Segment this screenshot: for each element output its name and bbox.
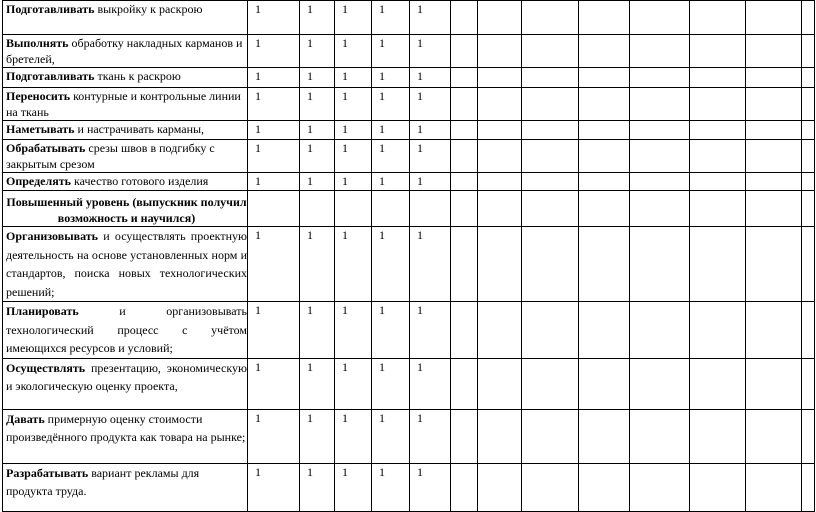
score-cell: 1: [300, 35, 335, 68]
empty-cell: [579, 140, 630, 173]
score-cell: 1: [410, 409, 451, 463]
empty-cell: [478, 227, 522, 302]
table-row: [3, 121, 815, 140]
skill-text: презентацию, экономическую и экологическую оценку проекта,: [6, 360, 247, 393]
empty-cell: [478, 68, 522, 88]
empty-cell: [410, 191, 451, 227]
empty-cell: [630, 302, 690, 359]
empty-cell: [690, 227, 746, 302]
empty-cell: [802, 409, 815, 463]
skill-description: [3, 358, 248, 409]
table-row: [3, 68, 815, 88]
score-cell: 1: [248, 409, 300, 463]
empty-cell: [690, 358, 746, 409]
empty-cell: [451, 68, 478, 88]
score-cell: 1: [300, 68, 335, 88]
score-cell: 1: [335, 358, 372, 409]
skill-verb: Переносить: [6, 89, 71, 103]
skill-description: [3, 68, 248, 88]
empty-cell: [802, 68, 815, 88]
empty-cell: [802, 227, 815, 302]
skill-description: [3, 227, 248, 302]
score-cell: 1: [335, 409, 372, 463]
empty-cell: [630, 88, 690, 121]
skill-verb: Выполнять: [6, 36, 69, 50]
empty-cell: [630, 227, 690, 302]
skill-text: срезы швов в подгибку с закрытым срезом: [6, 141, 215, 171]
score-cell: 1: [410, 121, 451, 140]
empty-cell: [746, 1, 802, 35]
empty-cell: [579, 358, 630, 409]
score-cell: 1: [248, 88, 300, 121]
skill-verb: Организовывать: [6, 229, 98, 243]
table-row: [3, 35, 815, 68]
empty-cell: [478, 140, 522, 173]
score-cell: 1: [300, 88, 335, 121]
empty-cell: [478, 358, 522, 409]
score-cell: 1: [300, 173, 335, 191]
skill-verb: Определять: [6, 174, 71, 188]
skill-text: и организовывать технологический процесс с учётом имеющихся ресурсов и условий;: [6, 304, 247, 355]
score-cell: 1: [300, 227, 335, 302]
empty-cell: [478, 173, 522, 191]
score-cell: 1: [372, 68, 410, 88]
empty-cell: [746, 68, 802, 88]
skill-text: вариант рекламы для продукта труда.: [6, 465, 200, 498]
score-cell: 1: [372, 227, 410, 302]
empty-cell: [802, 121, 815, 140]
table-row: [3, 409, 815, 463]
empty-cell: [300, 191, 335, 227]
score-cell: 1: [410, 358, 451, 409]
empty-cell: [451, 88, 478, 121]
empty-cell: [522, 140, 579, 173]
skill-verb: Наметывать: [6, 122, 75, 136]
score-cell: 1: [335, 35, 372, 68]
empty-cell: [746, 409, 802, 463]
score-cell: 1: [300, 140, 335, 173]
score-cell: 1: [248, 302, 300, 359]
score-cell: 1: [300, 358, 335, 409]
empty-cell: [690, 191, 746, 227]
score-cell: 1: [335, 88, 372, 121]
empty-cell: [579, 35, 630, 68]
score-cell: 1: [300, 463, 335, 511]
skill-description: [3, 409, 248, 463]
section-header: [3, 191, 248, 227]
skill-description: [3, 140, 248, 173]
score-cell: 1: [410, 173, 451, 191]
skill-verb: Давать: [6, 411, 45, 426]
table-row: [3, 140, 815, 173]
empty-cell: [630, 121, 690, 140]
empty-cell: [802, 1, 815, 35]
empty-cell: [522, 409, 579, 463]
skill-text: и осуществлять проектную деятельность на основе установленных норм и стандартов, поиска новых технологических решений;: [6, 229, 247, 299]
empty-cell: [690, 88, 746, 121]
score-cell: 1: [372, 409, 410, 463]
empty-cell: [690, 302, 746, 359]
empty-cell: [746, 88, 802, 121]
empty-cell: [451, 227, 478, 302]
score-cell: 1: [372, 35, 410, 68]
empty-cell: [746, 302, 802, 359]
empty-cell: [630, 140, 690, 173]
empty-cell: [802, 88, 815, 121]
empty-cell: [630, 358, 690, 409]
empty-cell: [690, 1, 746, 35]
score-cell: 1: [300, 302, 335, 359]
empty-cell: [802, 191, 815, 227]
score-cell: 1: [335, 463, 372, 511]
empty-cell: [522, 463, 579, 511]
empty-cell: [478, 191, 522, 227]
score-cell: 1: [410, 463, 451, 511]
empty-cell: [478, 1, 522, 35]
empty-cell: [802, 358, 815, 409]
score-cell: 1: [248, 121, 300, 140]
score-cell: 1: [335, 140, 372, 173]
empty-cell: [690, 409, 746, 463]
score-cell: 1: [335, 302, 372, 359]
empty-cell: [372, 191, 410, 227]
empty-cell: [579, 1, 630, 35]
score-cell: 1: [410, 35, 451, 68]
empty-cell: [451, 358, 478, 409]
skill-text: обработку накладных карманов и бретелей,: [6, 36, 243, 66]
empty-cell: [746, 121, 802, 140]
section-title: Повышенный уровень: [6, 195, 130, 209]
skill-text: ткань к раскрою: [94, 69, 181, 83]
empty-cell: [522, 68, 579, 88]
empty-cell: [746, 35, 802, 68]
empty-cell: [746, 358, 802, 409]
skill-description: [3, 121, 248, 140]
empty-cell: [451, 121, 478, 140]
skill-verb: Подготавливать: [6, 69, 95, 83]
empty-cell: [451, 191, 478, 227]
empty-cell: [522, 35, 579, 68]
score-cell: 1: [300, 409, 335, 463]
empty-cell: [746, 173, 802, 191]
empty-cell: [451, 35, 478, 68]
score-cell: 1: [300, 1, 335, 35]
empty-cell: [451, 173, 478, 191]
empty-cell: [451, 463, 478, 511]
skill-verb: Разрабатывать: [6, 465, 89, 480]
skill-verb: Планировать: [6, 304, 79, 318]
empty-cell: [478, 35, 522, 68]
empty-cell: [802, 463, 815, 511]
score-cell: 1: [248, 227, 300, 302]
empty-cell: [522, 227, 579, 302]
skills-table: [2, 0, 815, 512]
skill-text: примерную оценку стоимости произведённого продукта как товара на рынке;: [6, 411, 246, 444]
score-cell: 1: [372, 88, 410, 121]
empty-cell: [478, 302, 522, 359]
empty-cell: [746, 191, 802, 227]
score-cell: 1: [372, 302, 410, 359]
empty-cell: [690, 140, 746, 173]
score-cell: 1: [372, 140, 410, 173]
empty-cell: [746, 140, 802, 173]
empty-cell: [522, 358, 579, 409]
score-cell: 1: [410, 88, 451, 121]
empty-cell: [579, 409, 630, 463]
score-cell: 1: [410, 68, 451, 88]
score-cell: 1: [248, 463, 300, 511]
empty-cell: [478, 463, 522, 511]
score-cell: 1: [372, 463, 410, 511]
empty-cell: [522, 173, 579, 191]
score-cell: 1: [410, 1, 451, 35]
table-row: [3, 173, 815, 191]
skill-text: качество готового изделия: [70, 174, 209, 188]
skill-description: [3, 1, 248, 35]
empty-cell: [335, 191, 372, 227]
skill-verb: Обрабатывать: [6, 141, 86, 155]
empty-cell: [630, 1, 690, 35]
skill-verb: Осуществлять: [6, 360, 86, 375]
empty-cell: [746, 463, 802, 511]
section-subtitle: (выпускник получил возможность и научился): [57, 195, 247, 225]
score-cell: 1: [248, 358, 300, 409]
empty-cell: [802, 35, 815, 68]
empty-cell: [690, 68, 746, 88]
empty-cell: [630, 463, 690, 511]
empty-cell: [248, 191, 300, 227]
empty-cell: [451, 409, 478, 463]
skill-description: [3, 302, 248, 359]
empty-cell: [690, 35, 746, 68]
skill-text: и настрачивать карманы,: [74, 122, 205, 136]
table-row: [3, 88, 815, 121]
skill-text: контурные и контрольные линии на ткань: [6, 89, 241, 119]
score-cell: 1: [335, 121, 372, 140]
score-cell: 1: [410, 227, 451, 302]
score-cell: 1: [410, 140, 451, 173]
score-cell: 1: [372, 358, 410, 409]
empty-cell: [522, 121, 579, 140]
score-cell: 1: [248, 68, 300, 88]
table-row: [3, 358, 815, 409]
score-cell: 1: [335, 1, 372, 35]
skill-description: [3, 35, 248, 68]
empty-cell: [451, 1, 478, 35]
empty-cell: [579, 121, 630, 140]
empty-cell: [630, 409, 690, 463]
empty-cell: [478, 409, 522, 463]
score-cell: 1: [410, 302, 451, 359]
empty-cell: [579, 302, 630, 359]
score-cell: 1: [335, 173, 372, 191]
score-cell: 1: [300, 121, 335, 140]
table-row: [3, 302, 815, 359]
score-cell: 1: [372, 173, 410, 191]
empty-cell: [630, 191, 690, 227]
empty-cell: [579, 191, 630, 227]
empty-cell: [478, 121, 522, 140]
empty-cell: [746, 227, 802, 302]
score-cell: 1: [335, 227, 372, 302]
empty-cell: [579, 88, 630, 121]
skill-description: [3, 173, 248, 191]
score-cell: 1: [372, 121, 410, 140]
skill-verb: Подготавливать: [6, 2, 95, 16]
empty-cell: [802, 140, 815, 173]
score-cell: 1: [248, 140, 300, 173]
empty-cell: [690, 121, 746, 140]
skill-description: [3, 88, 248, 121]
empty-cell: [579, 68, 630, 88]
section-header-row: [3, 191, 815, 227]
skill-text: выкройку к раскрою: [94, 2, 203, 16]
table-row: [3, 227, 815, 302]
score-cell: 1: [372, 1, 410, 35]
empty-cell: [579, 463, 630, 511]
empty-cell: [630, 35, 690, 68]
empty-cell: [522, 1, 579, 35]
empty-cell: [522, 302, 579, 359]
empty-cell: [579, 227, 630, 302]
empty-cell: [451, 140, 478, 173]
empty-cell: [451, 302, 478, 359]
empty-cell: [802, 173, 815, 191]
empty-cell: [802, 302, 815, 359]
empty-cell: [579, 173, 630, 191]
score-cell: 1: [248, 35, 300, 68]
empty-cell: [690, 463, 746, 511]
table-row: [3, 463, 815, 511]
score-cell: 1: [248, 173, 300, 191]
empty-cell: [630, 173, 690, 191]
table-row: [3, 1, 815, 35]
skill-description: [3, 463, 248, 511]
empty-cell: [522, 191, 579, 227]
score-cell: 1: [248, 1, 300, 35]
empty-cell: [478, 88, 522, 121]
empty-cell: [630, 68, 690, 88]
empty-cell: [690, 173, 746, 191]
empty-cell: [522, 88, 579, 121]
score-cell: 1: [335, 68, 372, 88]
